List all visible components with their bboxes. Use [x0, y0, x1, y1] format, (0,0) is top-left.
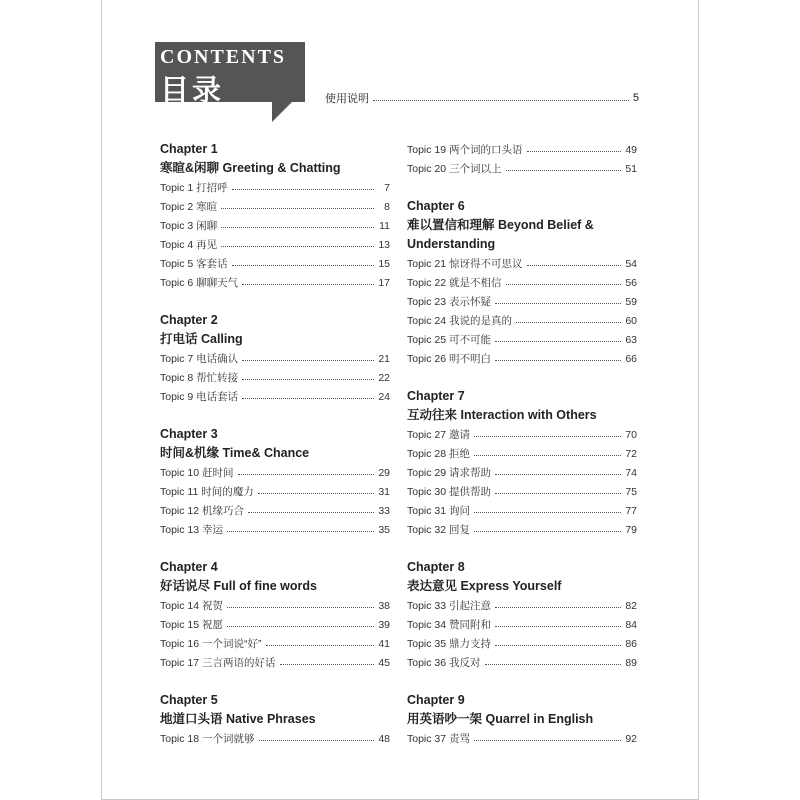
toc-entry[interactable] — [407, 520, 637, 539]
topic-page-number: 8 — [384, 200, 390, 213]
chapter-number: Chapter 8 — [407, 560, 465, 574]
dot-leader — [474, 436, 621, 437]
topic-page-number: 63 — [625, 333, 637, 346]
chapter-block — [407, 140, 637, 178]
toc-entry[interactable] — [407, 254, 637, 273]
chapter-block — [160, 140, 390, 292]
toc-entry[interactable] — [160, 368, 390, 387]
toc-entry[interactable] — [160, 482, 390, 501]
topic-label: Topic 22 就是不相信 — [407, 277, 502, 289]
topic-page-number: 35 — [378, 523, 390, 536]
topic-label: Topic 32 回复 — [407, 524, 471, 536]
topic-label: Topic 31 询问 — [407, 505, 471, 517]
toc-entry[interactable] — [407, 729, 637, 748]
topic-label: Topic 14 祝贺 — [160, 600, 224, 612]
topic-label: Topic 8 帮忙转接 — [160, 372, 239, 384]
dot-leader — [495, 626, 621, 627]
topic-page-number: 31 — [378, 485, 390, 498]
chapter-number: Chapter 2 — [160, 313, 218, 327]
topic-label: Topic 18 一个词就够 — [160, 733, 255, 745]
toc-entry[interactable] — [407, 425, 637, 444]
dot-leader — [227, 626, 374, 627]
dot-leader — [485, 664, 621, 665]
toc-entry[interactable] — [160, 463, 390, 482]
toc-entry[interactable] — [407, 463, 637, 482]
dot-leader — [266, 645, 374, 646]
chapter-number: Chapter 6 — [407, 199, 465, 213]
topic-label: Topic 24 我说的是真的 — [407, 315, 513, 327]
topic-label: Topic 13 幸运 — [160, 524, 224, 536]
topic-label: Topic 28 拒绝 — [407, 448, 471, 460]
topic-label: Topic 4 再见 — [160, 239, 218, 251]
topic-page-number: 72 — [625, 447, 637, 460]
toc-entry[interactable] — [407, 653, 637, 672]
topic-page-number: 39 — [378, 618, 390, 631]
toc-entry[interactable] — [160, 349, 390, 368]
toc-entry[interactable] — [407, 273, 637, 292]
topic-label: Topic 10 赶时间 — [160, 467, 234, 479]
dot-leader — [238, 474, 374, 475]
topic-page-number: 51 — [625, 162, 637, 175]
topic-page-number: 21 — [378, 352, 390, 365]
toc-entry[interactable] — [407, 330, 637, 349]
chapter-block — [407, 197, 637, 368]
toc-entry[interactable] — [160, 634, 390, 653]
toc-entry[interactable] — [160, 235, 390, 254]
dot-leader — [242, 360, 374, 361]
topic-label: Topic 5 客套话 — [160, 258, 228, 270]
dot-leader — [232, 189, 374, 190]
topic-label: Topic 21 惊讶得不可思议 — [407, 258, 523, 270]
dot-leader — [232, 265, 374, 266]
topic-label: Topic 11 时间的魔力 — [160, 486, 254, 498]
dot-leader — [221, 227, 374, 228]
topic-label: Topic 3 闲聊 — [160, 220, 218, 232]
dot-leader — [495, 645, 621, 646]
topic-page-number: 89 — [625, 656, 637, 669]
topic-label: Topic 7 电话确认 — [160, 353, 239, 365]
toc-right-column — [407, 140, 637, 767]
topic-label: Topic 15 祝愿 — [160, 619, 224, 631]
topic-page-number: 7 — [384, 181, 390, 194]
toc-left-column — [160, 140, 390, 767]
topic-label: Topic 6 聊聊天气 — [160, 277, 239, 289]
chapter-block — [160, 691, 390, 748]
topic-page-number: 92 — [625, 732, 637, 745]
chapter-number: Chapter 7 — [407, 389, 465, 403]
toc-entry[interactable] — [160, 387, 390, 406]
toc-entry[interactable] — [160, 729, 390, 748]
contents-title-zh: 目录 — [160, 75, 225, 107]
toc-entry[interactable] — [407, 349, 637, 368]
header-pointer-shape — [272, 102, 292, 122]
toc-entry[interactable] — [160, 216, 390, 235]
dot-leader — [495, 493, 621, 494]
toc-entry[interactable] — [407, 444, 637, 463]
topic-page-number: 38 — [378, 599, 390, 612]
toc-entry[interactable] — [160, 520, 390, 539]
toc-entry[interactable] — [407, 292, 637, 311]
topic-page-number: 15 — [378, 257, 390, 270]
topic-page-number: 41 — [378, 637, 390, 650]
dot-leader — [506, 284, 621, 285]
topic-label: Topic 25 可不可能 — [407, 334, 492, 346]
intro-entry[interactable] — [325, 88, 639, 108]
topic-label: Topic 2 寒暄 — [160, 201, 218, 213]
dot-leader — [242, 398, 374, 399]
topic-label: Topic 17 三言两语的好话 — [160, 657, 276, 669]
topic-label: Topic 33 引起注意 — [407, 600, 492, 612]
topic-label: Topic 36 我反对 — [407, 657, 481, 669]
toc-entry[interactable] — [160, 273, 390, 292]
chapter-block — [160, 558, 390, 672]
dot-leader — [248, 512, 374, 513]
dot-leader — [474, 512, 621, 513]
topic-page-number: 45 — [378, 656, 390, 669]
dot-leader — [474, 531, 621, 532]
topic-page-number: 60 — [625, 314, 637, 327]
chapter-title: 互动往来 Interaction with Others — [407, 408, 597, 422]
chapter-number: Chapter 5 — [160, 693, 218, 707]
topic-page-number: 82 — [625, 599, 637, 612]
topic-page-number: 86 — [625, 637, 637, 650]
toc-entry[interactable] — [160, 501, 390, 520]
dot-leader — [516, 322, 621, 323]
dot-leader — [527, 151, 621, 152]
toc-entry[interactable] — [407, 501, 637, 520]
topic-label: Topic 9 电话套话 — [160, 391, 239, 403]
topic-page-number: 13 — [378, 238, 390, 251]
dot-leader — [221, 208, 374, 209]
topic-page-number: 11 — [379, 219, 390, 232]
dot-leader — [227, 531, 374, 532]
toc-entry[interactable] — [407, 634, 637, 653]
topic-label: Topic 27 邀请 — [407, 429, 471, 441]
dot-leader — [495, 607, 621, 608]
topic-page-number: 75 — [625, 485, 637, 498]
dot-leader — [495, 474, 621, 475]
topic-page-number: 22 — [378, 371, 390, 384]
toc-entry[interactable] — [407, 311, 637, 330]
dot-leader — [474, 740, 621, 741]
topic-label: Topic 19 两个词的口头语 — [407, 144, 523, 156]
topic-page-number: 70 — [625, 428, 637, 441]
dot-leader — [280, 664, 374, 665]
chapter-title: 地道口头语 Native Phrases — [160, 712, 316, 726]
chapter-number: Chapter 1 — [160, 142, 218, 156]
chapter-title: 难以置信和理解 Beyond Belief & Understanding — [407, 218, 594, 251]
contents-header — [155, 42, 305, 107]
dot-leader — [474, 455, 621, 456]
intro-page: 5 — [632, 92, 639, 104]
topic-page-number: 24 — [378, 390, 390, 403]
topic-label: Topic 20 三个词以上 — [407, 163, 502, 175]
topic-page-number: 79 — [625, 523, 637, 536]
dot-leader — [495, 341, 621, 342]
chapter-number: Chapter 3 — [160, 427, 218, 441]
chapter-title: 用英语吵一架 Quarrel in English — [407, 712, 594, 726]
intro-label: 使用说明 — [325, 93, 369, 105]
chapter-block — [407, 387, 637, 539]
topic-page-number: 54 — [625, 257, 637, 270]
topic-label: Topic 34 赞同附和 — [407, 619, 492, 631]
dot-leader — [221, 246, 374, 247]
topic-label: Topic 30 提供帮助 — [407, 486, 492, 498]
chapter-title: 打电话 Calling — [160, 332, 243, 346]
dot-leader — [373, 100, 629, 101]
topic-page-number: 66 — [625, 352, 637, 365]
chapter-title: 时间&机缘 Time& Chance — [160, 446, 310, 460]
topic-label: Topic 23 表示怀疑 — [407, 296, 492, 308]
topic-label: Topic 26 明不明白 — [407, 353, 492, 365]
dot-leader — [242, 284, 374, 285]
chapter-number: Chapter 9 — [407, 693, 465, 707]
chapter-title: 表达意见 Express Yourself — [407, 579, 562, 593]
toc-entry[interactable] — [407, 596, 637, 615]
dot-leader — [495, 360, 621, 361]
toc-entry[interactable] — [160, 197, 390, 216]
topic-label: Topic 12 机缘巧合 — [160, 505, 245, 517]
dot-leader — [506, 170, 621, 171]
topic-label: Topic 35 鼎力支持 — [407, 638, 492, 650]
toc-entry[interactable] — [160, 653, 390, 672]
topic-label: Topic 37 责骂 — [407, 733, 471, 745]
chapter-block — [160, 311, 390, 406]
contents-title-en: CONTENTS — [160, 46, 287, 68]
chapter-title: 寒暄&闲聊 Greeting & Chatting — [160, 161, 341, 175]
topic-page-number: 74 — [625, 466, 637, 479]
dot-leader — [242, 379, 374, 380]
toc-entry[interactable] — [160, 615, 390, 634]
dot-leader — [495, 303, 621, 304]
topic-page-number: 49 — [625, 143, 637, 156]
toc-entry[interactable] — [160, 596, 390, 615]
chapter-number: Chapter 4 — [160, 560, 218, 574]
toc-entry[interactable] — [407, 140, 637, 159]
topic-label: Topic 16 一个词说“好” — [160, 638, 262, 650]
topic-page-number: 84 — [625, 618, 637, 631]
topic-page-number: 17 — [378, 276, 390, 289]
topic-label: Topic 29 请求帮助 — [407, 467, 492, 479]
toc-entry[interactable] — [407, 615, 637, 634]
dot-leader — [259, 740, 374, 741]
dot-leader — [227, 607, 374, 608]
topic-page-number: 59 — [625, 295, 637, 308]
chapter-block — [160, 425, 390, 539]
topic-page-number: 56 — [625, 276, 637, 289]
topic-page-number: 77 — [625, 504, 637, 517]
topic-page-number: 33 — [378, 504, 390, 517]
toc-entry[interactable] — [160, 254, 390, 273]
chapter-block — [407, 691, 637, 748]
topic-page-number: 29 — [378, 466, 390, 479]
dot-leader — [527, 265, 621, 266]
chapter-block — [407, 558, 637, 672]
topic-page-number: 48 — [378, 732, 390, 745]
dot-leader — [258, 493, 374, 494]
toc-entry[interactable] — [160, 178, 390, 197]
toc-entry[interactable] — [407, 482, 637, 501]
chapter-title: 好话说尽 Full of fine words — [160, 579, 317, 593]
toc-entry[interactable] — [407, 159, 637, 178]
topic-label: Topic 1 打招呼 — [160, 182, 228, 194]
